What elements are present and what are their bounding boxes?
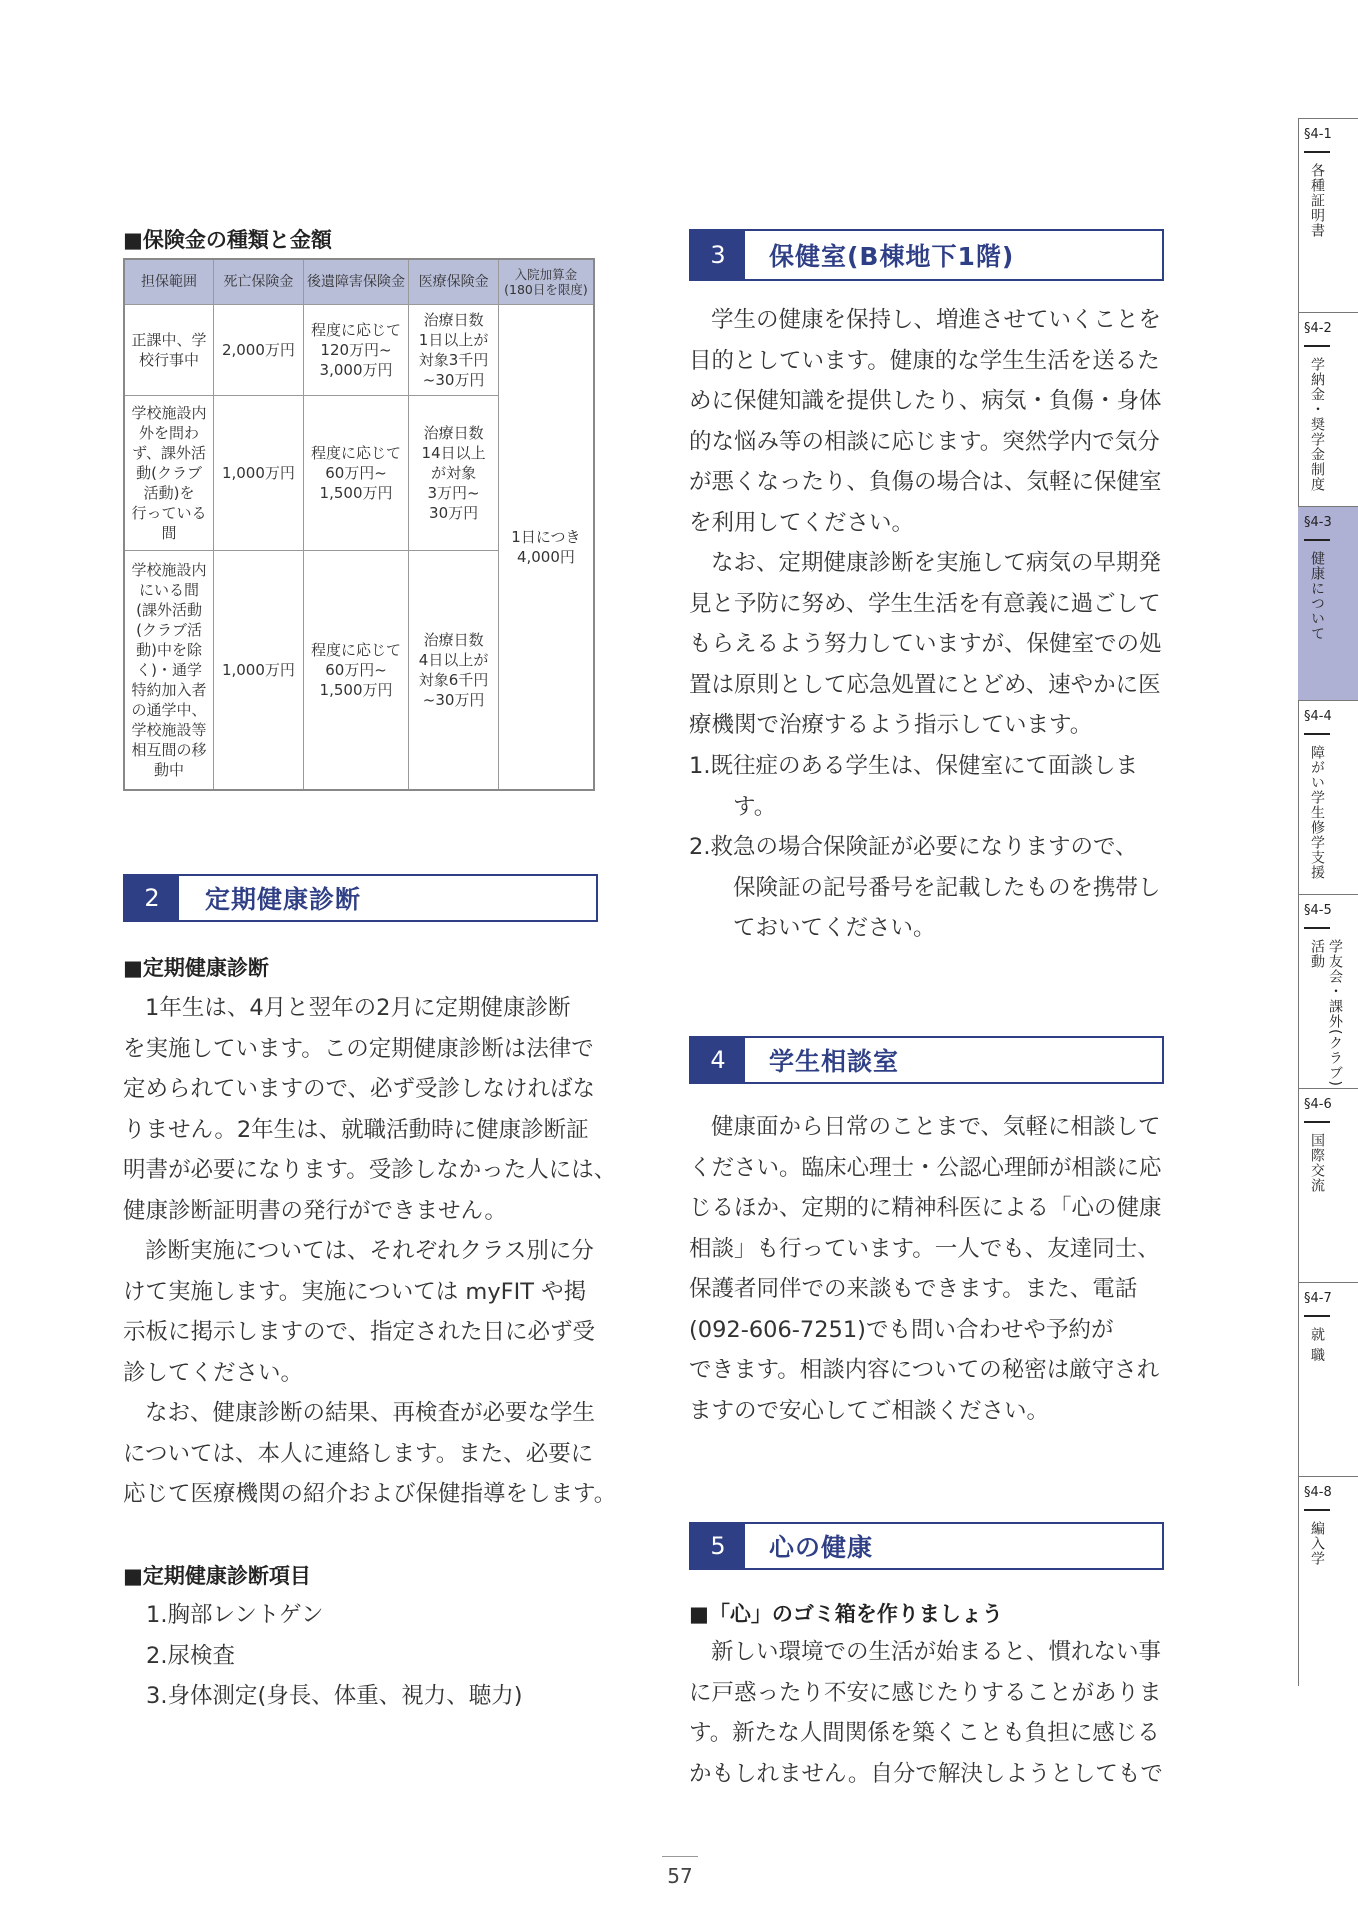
health-check-items — [146, 1595, 523, 1717]
section-tab[interactable] — [1298, 1476, 1358, 1686]
health-room-paragraph — [689, 543, 1162, 746]
text-line: 相談」も行っています。一人でも、友達同士、 — [689, 1235, 1160, 1262]
text-line: 療機関で治療するよう指示しています。 — [689, 712, 1093, 738]
health-check-paragraph — [123, 1393, 616, 1515]
text-line: 1.既往症のある学生は、保健室にて面談しま — [689, 753, 1138, 779]
text-line: が悪くなったり、負傷の場合は、気軽に保健室 — [689, 469, 1162, 495]
text-line: ください。臨床心理士・公認心理師が相談に応 — [689, 1154, 1162, 1181]
tab-rule — [1304, 539, 1330, 541]
text-line: 1.胸部レントゲン — [146, 1602, 324, 1628]
section-3-header — [689, 229, 1164, 281]
section-tab[interactable] — [1298, 312, 1358, 506]
section-5-header — [689, 1522, 1164, 1570]
section-number: 4 — [691, 1038, 745, 1082]
text-line: りません。2年生は、就職活動時に健康診断証 — [123, 1116, 589, 1143]
tab-code: §4-3 — [1304, 515, 1332, 530]
text-line: 定められていますので、必ず受診しなければな — [123, 1076, 596, 1102]
text-line: 応じて医療機関の紹介および保健指導をします。 — [123, 1481, 617, 1507]
section-title: 心の健康 — [769, 1533, 874, 1562]
insurance-heading: ■保険金の種類と金額 — [123, 228, 332, 252]
text-line: 示板に掲示しますので、指定された日に必ず受 — [123, 1319, 596, 1345]
table-cell: 程度に応じて 120万円~ 3,000万円 — [303, 305, 409, 396]
section-tab[interactable] — [1298, 118, 1358, 312]
table-cell: 治療日数 4日以上が 対象6千円 ~30万円 — [409, 551, 499, 791]
health-room-list-item — [689, 746, 1138, 827]
section-number: 2 — [125, 876, 179, 920]
table-cell-hospital: 1日につき 4,000円 — [498, 305, 594, 791]
text-line: じるほか、定期的に精神科医による「心の健康 — [689, 1195, 1162, 1221]
section-2-header — [123, 874, 598, 922]
tab-rule — [1304, 927, 1330, 929]
table-row — [124, 305, 594, 396]
page-number-rule — [662, 1856, 698, 1857]
tab-code: §4-8 — [1304, 1485, 1332, 1500]
text-line: 2.救急の場合保険証が必要になりますので、 — [689, 834, 1138, 860]
insurance-table — [123, 258, 595, 791]
text-line: については、本人に連絡します。また、必要に — [123, 1440, 594, 1467]
tab-label: 障がい学生修学支援 — [1309, 745, 1325, 880]
tab-label: 各種証明書 — [1309, 163, 1325, 238]
tab-label: 学友会・課外(クラブ)活動 — [1309, 939, 1343, 1087]
text-line: 保護者同伴での来談もできます。また、電話 — [689, 1276, 1138, 1302]
text-line: 学生の健康を保持し、増進させていくことを — [711, 307, 1162, 333]
section-tab[interactable] — [1298, 1282, 1358, 1476]
table-header: 入院加算金 (180日を限度) — [498, 259, 594, 305]
section-title: 保健室(B棟地下1階) — [769, 242, 1015, 271]
health-check-subheading: ■定期健康診断 — [123, 956, 269, 980]
section-tab[interactable] — [1298, 506, 1358, 700]
table-header: 医療保険金 — [409, 259, 499, 305]
text-line: 2.尿検査 — [146, 1642, 235, 1669]
section-number: 5 — [691, 1524, 745, 1568]
text-line: 的な悩み等の相談に応じます。突然学内で気分 — [689, 428, 1160, 455]
section-4-header — [689, 1036, 1164, 1084]
table-cell: 1,000万円 — [214, 396, 304, 551]
table-header: 死亡保険金 — [214, 259, 304, 305]
health-check-items-subheading: ■定期健康診断項目 — [123, 1564, 311, 1588]
tab-code: §4-1 — [1304, 127, 1332, 142]
table-cell: 1,000万円 — [214, 551, 304, 791]
text-line: めに保健知識を提供したり、病気・負傷・身体 — [689, 388, 1162, 414]
text-line: す。 — [733, 793, 777, 820]
tab-code: §4-5 — [1304, 903, 1332, 918]
page-number: 57 — [667, 1864, 693, 1888]
text-line: 健康面から日常のことまで、気軽に相談して — [711, 1114, 1161, 1140]
text-line: なお、健康診断の結果、再検査が必要な学生 — [145, 1400, 596, 1426]
text-line: もらえるよう努力していますが、保健室での処 — [689, 631, 1162, 657]
table-cell: 学校施設内 にいる間 (課外活動 (クラブ活 動)中を除 く)・通学 特約加入者 の通学中、 学校施設等 相互間の移 動中 — [124, 551, 214, 791]
tab-code: §4-7 — [1304, 1291, 1332, 1306]
table-cell: 治療日数 1日以上が 対象3千円 ~30万円 — [409, 305, 499, 396]
text-line: 置は原則として応急処置にとどめ、速やかに医 — [689, 671, 1161, 698]
tab-rule — [1304, 345, 1330, 347]
text-line: 見と予防に努め、学生生活を有意義に過ごして — [689, 590, 1161, 617]
tab-label: 編入学 — [1309, 1521, 1325, 1566]
text-line: 診断実施については、それぞれクラス別に分 — [145, 1238, 594, 1264]
tab-code: §4-4 — [1304, 709, 1332, 724]
tab-rule — [1304, 1315, 1330, 1317]
tab-code: §4-2 — [1304, 321, 1332, 336]
text-line: す。新たな人間関係を築くことも負担に感じる — [689, 1720, 1160, 1746]
text-line: を実施しています。この定期健康診断は法律で — [123, 1035, 594, 1062]
section-tab[interactable] — [1298, 894, 1358, 1088]
text-line: 診してください。 — [123, 1359, 304, 1386]
text-line: (092-606-7251)でも問い合わせや予約が — [689, 1316, 1114, 1343]
health-room-list-item — [689, 827, 1161, 949]
text-line: 保険証の記号番号を記載したものを携帯し — [733, 874, 1161, 901]
health-check-paragraph — [123, 988, 616, 1231]
text-line: ますので安心してご相談ください。 — [689, 1397, 1050, 1424]
text-line: 目的としています。健康的な学生生活を送るた — [689, 347, 1160, 374]
table-cell: 学校施設内 外を問わ ず、課外活 動(クラブ 活動)を 行っている 間 — [124, 396, 214, 551]
text-line: を利用してください。 — [689, 509, 915, 536]
text-line: けて実施します。実施については myFIT や掲 — [123, 1278, 587, 1305]
text-line: ておいてください。 — [733, 915, 936, 941]
health-check-paragraph — [123, 1231, 595, 1393]
tab-label: 就 職 — [1309, 1327, 1325, 1363]
section-title: 学生相談室 — [769, 1047, 900, 1076]
table-cell: 治療日数 14日以上 が対象 3万円~ 30万円 — [409, 396, 499, 551]
tab-code: §4-6 — [1304, 1097, 1332, 1112]
tab-rule — [1304, 1509, 1330, 1511]
tab-label: 学納金・奨学金制度 — [1309, 357, 1325, 492]
table-cell: 程度に応じて 60万円~ 1,500万円 — [303, 551, 409, 791]
tab-rule — [1304, 1121, 1330, 1123]
text-line: 明書が必要になります。受診しなかった人には、 — [123, 1157, 617, 1183]
mental-health-paragraph — [689, 1632, 1163, 1794]
table-header: 後遺障害保険金 — [303, 259, 409, 305]
tab-rule — [1304, 151, 1330, 153]
text-line: なお、定期健康診断を実施して病気の早期発 — [711, 550, 1162, 576]
table-cell: 正課中、学 校行事中 — [124, 305, 214, 396]
section-number: 3 — [691, 231, 745, 279]
tab-rule — [1304, 733, 1330, 735]
text-line: 3.身体測定(身長、体重、視力、聴力) — [146, 1683, 523, 1709]
section-tab[interactable] — [1298, 700, 1358, 894]
text-line: できます。相談内容についての秘密は厳守され — [689, 1357, 1160, 1383]
table-cell: 程度に応じて 60万円~ 1,500万円 — [303, 396, 409, 551]
section-title: 定期健康診断 — [205, 885, 362, 914]
health-room-paragraph — [689, 300, 1162, 543]
section-tab[interactable] — [1298, 1088, 1358, 1282]
text-line: 健康診断証明書の発行ができません。 — [123, 1197, 507, 1224]
counseling-paragraph — [689, 1107, 1162, 1431]
mental-health-subheading: ■「心」のゴミ箱を作りましょう — [689, 1602, 1003, 1626]
table-cell: 2,000万円 — [214, 305, 304, 396]
table-header: 担保範囲 — [124, 259, 214, 305]
text-line: に戸惑ったり不安に感じたりすることがありま — [689, 1679, 1162, 1706]
text-line: かもしれません。自分で解決しようとしてもで — [689, 1760, 1163, 1787]
text-line: 新しい環境での生活が始まると、慣れない事 — [711, 1639, 1162, 1665]
tab-label: 国際交流 — [1309, 1133, 1325, 1193]
text-line: 1年生は、4月と翌年の2月に定期健康診断 — [145, 995, 571, 1021]
tab-label: 健康について — [1309, 551, 1325, 641]
